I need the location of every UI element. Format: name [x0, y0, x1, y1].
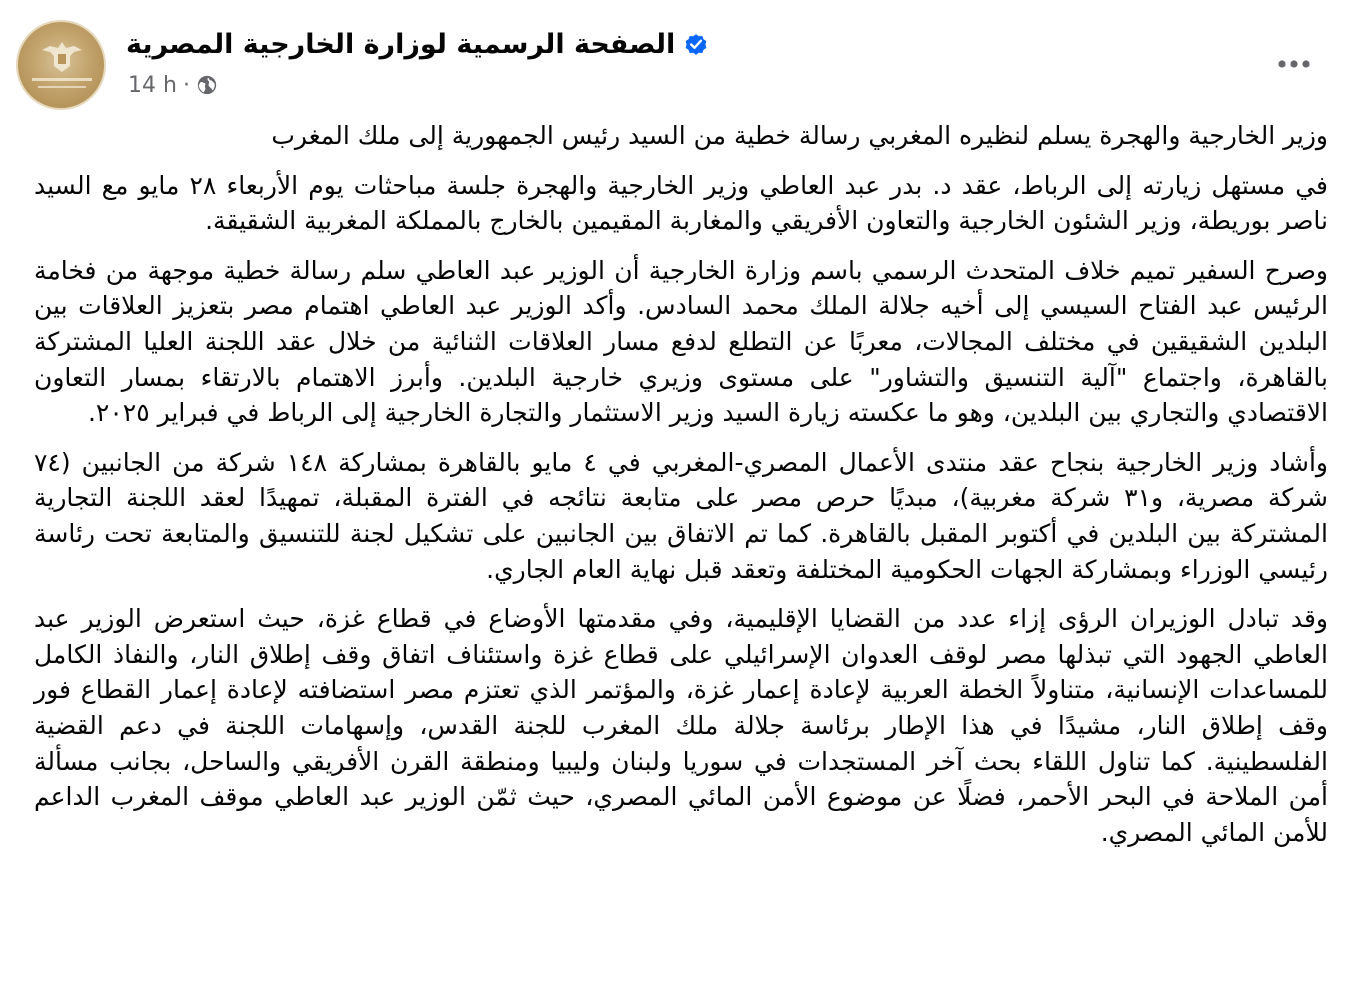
- post-paragraph: وقد تبادل الوزيران الرؤى إزاء عدد من القضايا الإقليمية، وفي مقدمتها الأوضاع في قطاع غزة، حيث استعرض الوزير عبد العاطي الجهود التي تبذلها مصر لوقف العدوان الإسرائيلي على قطاع غزة واستئناف اتفاق وقف إطلاق النار، والنفاذ الكامل للمساعدات الإنسانية، متناولاً الخطة العربية لإعادة إعمار غزة، والمؤتمر الذي تعتزم مصر استضافته لإعادة إعمار القطاع فور وقف إطلاق النار، مشيدًا في هذا الإطار برئاسة جلالة ملك المغرب للجنة القدس، وإسهامات اللجنة في دعم القضية الفلسطينية. كما تناول اللقاء بحث آخر المستجدات في سوريا ولبنان وليبيا ومنطقة القرن الأفريقي والساحل، بجانب مسألة أمن الملاحة في البحر الأحمر، فضلًا عن موضوع الأمن المائي المصري، حيث ثمّن الوزير عبد العاطي موقف المغرب الداعم للأمن المائي المصري.: [34, 604, 1328, 847]
- meta-separator: ·: [182, 72, 190, 98]
- post-meta: [128, 70, 218, 100]
- verified-badge-icon: [683, 31, 709, 57]
- more-options-icon: [1276, 58, 1312, 70]
- post-paragraph: في مستهل زيارته إلى الرباط، عقد د. بدر عبد العاطي وزير الخارجية والهجرة جلسة مباحثات يوم الأربعاء ٢٨ مايو مع السيد ناصر بوريطة، وزير الشئون الخارجية والتعاون الأفريقي والمغاربة المقيمين بالخارج بالمملكة المغربية الشقيقة.: [34, 170, 1329, 236]
- page-name-row: [126, 26, 709, 62]
- avatar-caption-line: [38, 86, 86, 88]
- page-name-link[interactable]: الصفحة الرسمية لوزارة الخارجية المصرية: [126, 28, 676, 60]
- post-body: [34, 118, 1328, 864]
- post-title: وزير الخارجية والهجرة يسلم لنظيره المغربي رسالة خطية من السيد رئيس الجمهورية إلى ملك المغرب: [271, 121, 1328, 150]
- post-header: [16, 20, 1336, 110]
- post-paragraph: وأشاد وزير الخارجية بنجاح عقد منتدى الأعمال المصري-المغربي في ٤ مايو بالقاهرة بمشاركة ١٤٨ شركة من الجانبين (٧٤ شركة مصرية، و٣١ شركة مغربية)، مبديًا حرص مصر على متابعة نتائجه في الفترة المقبلة، تمهيدًا لعقد اللجنة التجارية المشتركة بين البلدين في أكتوبر المقبل بالقاهرة. كما تم الاتفاق بين الجانبين على تشكيل لجنة للتنسيق والمتابعة تحت رئاسة رئيسي الوزراء وبمشاركة الجهات الحكومية المختلفة وتعقد قبل نهاية العام الجاري.: [34, 447, 1329, 584]
- eagle-emblem-icon: [40, 40, 84, 74]
- avatar-caption-line: [32, 78, 92, 81]
- more-options-button[interactable]: [1272, 42, 1316, 86]
- globe-icon[interactable]: [196, 74, 218, 96]
- post-paragraph: وصرح السفير تميم خلاف المتحدث الرسمي باسم وزارة الخارجية أن الوزير عبد العاطي سلم رسالة خطية موجهة من فخامة الرئيس عبد الفتاح السيسي إلى أخيه جلالة الملك محمد السادس. وأكد الوزير عبد العاطي اهتمام مصر بتعزيز العلاقات بين البلدين الشقيقين في مختلف المجالات، معربًا عن التطلع لدفع مسار العلاقات الثنائية من خلال عقد اللجنة العليا المشتركة بالقاهرة، واجتماع "آلية التنسيق والتشاور" على مستوى وزيري خارجية البلدين. وأبرز الاهتمام بالارتقاء بمسار التعاون الاقتصادي والتجاري بين البلدين، وهو ما عكسته زيارة السيد وزير الاستثمار والتجارة الخارجية إلى الرباط في فبراير ٢٠٢٥.: [34, 255, 1328, 428]
- post-timestamp[interactable]: 14 h: [128, 72, 177, 98]
- page-avatar[interactable]: [16, 20, 106, 110]
